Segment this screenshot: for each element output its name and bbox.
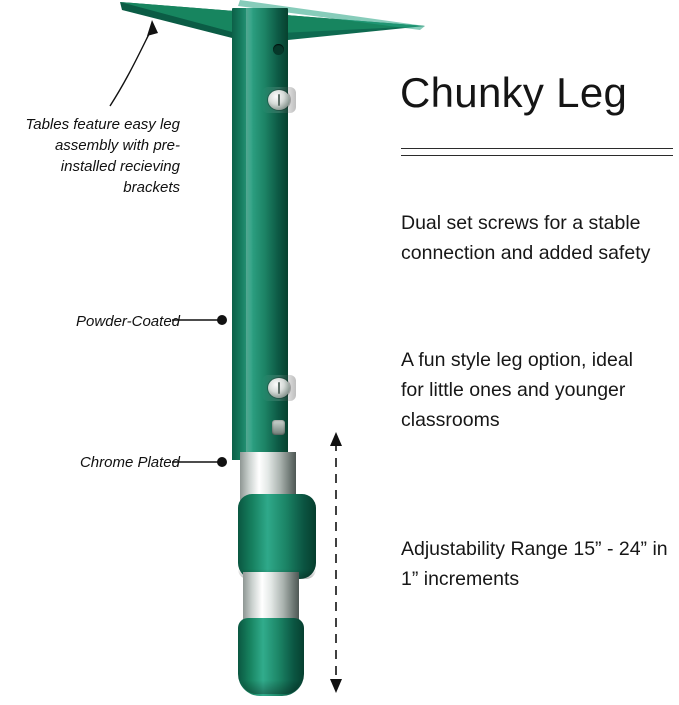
title-divider-bottom	[401, 155, 673, 156]
title-divider-top	[401, 148, 673, 149]
callout-chrome-plated-text: Chrome Plated	[79, 454, 180, 471]
adjustability-dimension-arrow	[318, 430, 354, 695]
product-title: Chunky Leg	[400, 69, 628, 116]
callout-powder-coated-text: Powder-Coated	[76, 313, 180, 330]
callout-assembly-text: Tables feature easy leg assembly with pre-installed recieving brackets	[25, 116, 180, 196]
feature-style-text: A fun style leg option, ideal for little ones and younger classrooms	[401, 349, 633, 431]
feature-adjustability-text: Adjustability Range 15” - 24” in 1” increments	[401, 538, 668, 590]
feature-set-screws-text: Dual set screws for a stable connection and added safety	[401, 212, 651, 264]
